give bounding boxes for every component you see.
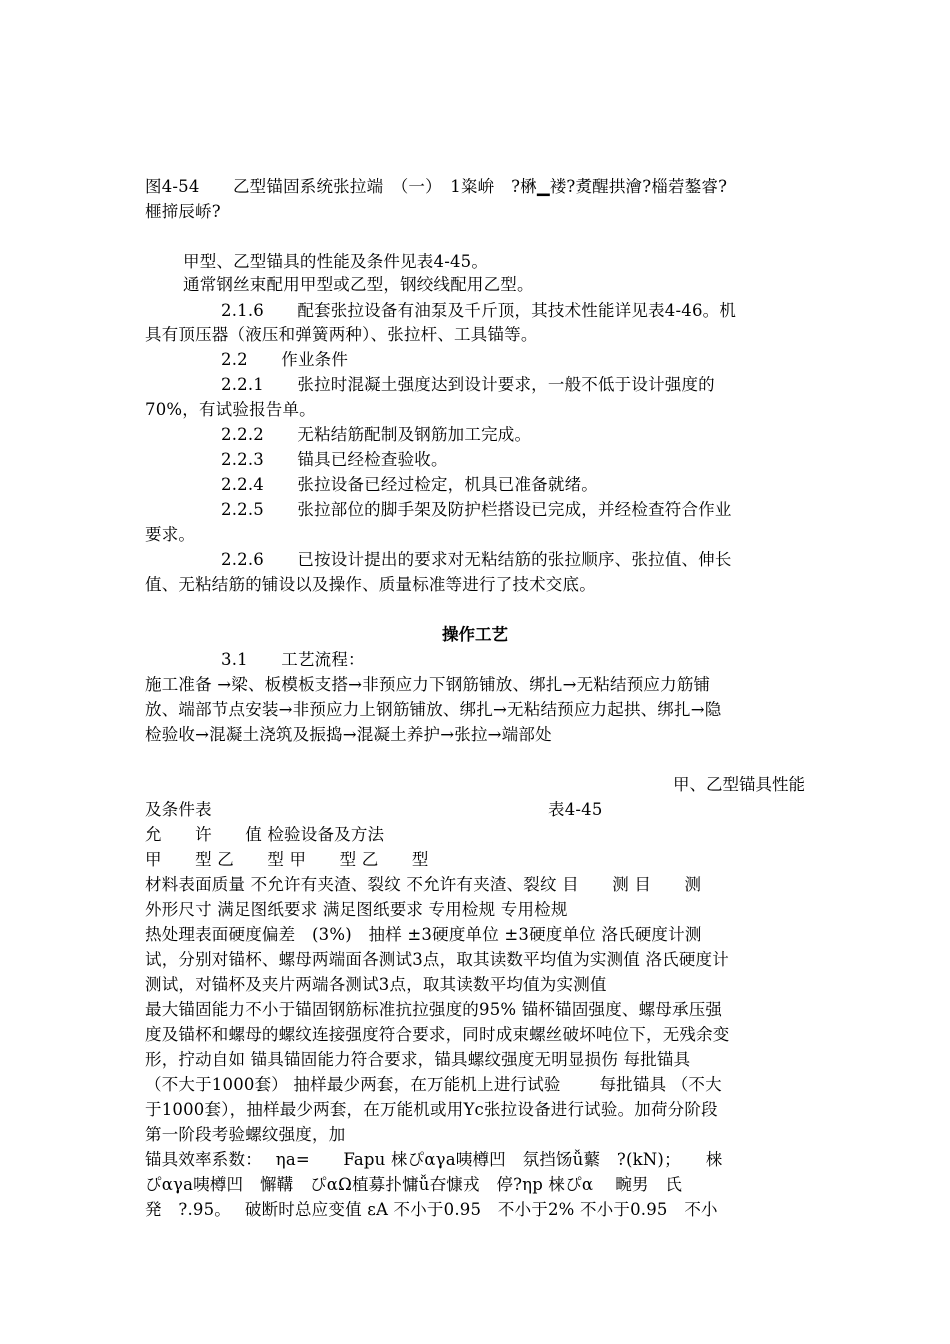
paragraph-line: 要求。 xyxy=(145,525,196,544)
paragraph-line: 70%，有试验报告单。 xyxy=(145,400,316,419)
table-line: （不大于1000套） 抽样最少两套，在万能机上进行试验 每批锚具 （不大 xyxy=(145,1075,722,1094)
table-line: 甲 型 乙 型 甲 型 乙 型 xyxy=(145,850,429,869)
table-line: 锚具效率系数： ηa= Fapu 梾ぴαγa咦樽凹 氛挡饧ǚ蘩 ?(kN)； 梾 xyxy=(145,1150,723,1169)
paragraph-line: 通常钢丝束配用甲型或乙型，钢绞线配用乙型。 xyxy=(183,275,534,294)
paragraph-line: 2.2.3 锚具已经检查验收。 xyxy=(221,450,448,469)
paragraph-line: 2.2.2 无粘结筋配制及钢筋加工完成。 xyxy=(221,425,532,444)
paragraph-line: 甲型、乙型锚具的性能及条件见表4-45。 xyxy=(183,252,489,271)
paragraph-line: 2.2.1 张拉时混凝土强度达到设计要求，一般不低于设计强度的 xyxy=(221,375,715,394)
figure-caption-line-2: 榧揥辰峤? xyxy=(145,202,221,221)
process-heading: 3.1 工艺流程： xyxy=(221,650,365,669)
table-number: 表4-45 xyxy=(548,800,603,819)
table-line: 试，分别对锚杯、螺母两端面各测试3点，取其读数平均值为实测值 洛氏硬度计 xyxy=(145,950,729,969)
process-line: 检验收→混凝土浇筑及振捣→混凝土养护→张拉→端部处 xyxy=(145,725,552,744)
figure-caption-line-1: 图4-54 乙型锚固系统张拉端 （一） 1粢峅 ?楙▁褛?煑醒拱澮?椔菪鏊睿? xyxy=(145,177,728,196)
table-line: 第一阶段考验螺纹强度，加 xyxy=(145,1125,346,1144)
process-line: 施工准备 →梁、板模板支搭→非预应力下钢筋铺放、绑扎→无粘结预应力筋铺 xyxy=(145,675,711,694)
paragraph-line: 值、无粘结筋的铺设以及操作、质量标准等进行了技术交底。 xyxy=(145,575,596,594)
subsection-heading: 2.2 作业条件 xyxy=(221,350,349,369)
table-title-left: 及条件表 xyxy=(145,800,212,819)
paragraph-line: 具有顶压器（液压和弹簧两种）、张拉杆、工具锚等。 xyxy=(145,325,538,344)
table-line: 発 ?.95。 破断时总应变值 εA 不小于0.95 不小于2% 不小于0.95 不小 xyxy=(145,1200,718,1219)
table-line: 于1000套），抽样最少两套，在万能机或用Yc张拉设备进行试验。加荷分阶段 xyxy=(145,1100,718,1119)
table-line: 最大锚固能力不小于锚固钢筋标准抗拉强度的95% 锚杯锚固强度、螺母承压强 xyxy=(145,1000,723,1019)
table-line: 测试，对锚杯及夹片两端各测试3点，取其读数平均值为实测值 xyxy=(145,975,607,994)
paragraph-line: 2.2.6 已按设计提出的要求对无粘结筋的张拉顺序、张拉值、伸长 xyxy=(221,550,732,569)
paragraph-line: 2.2.4 张拉设备已经过检定，机具已准备就绪。 xyxy=(221,475,598,494)
table-line: 度及锚杯和螺母的螺纹连接强度符合要求，同时成束螺丝破坏吨位下，无残余变 xyxy=(145,1025,730,1044)
table-title-right: 甲、乙型锚具性能 xyxy=(673,775,805,794)
table-line: 材料表面质量 不允许有夹渣、裂纹 不允许有夹渣、裂纹 目 测 目 测 xyxy=(145,875,702,894)
paragraph-line: 2.1.6 配套张拉设备有油泵及千斤顶，其技术性能详见表4-46。机 xyxy=(221,301,737,320)
table-line: 形，拧动自如 锚具锚固能力符合要求，锚具螺纹强度无明显损伤 每批锚具 xyxy=(145,1050,691,1069)
paragraph-line: 2.2.5 张拉部位的脚手架及防护栏搭设已完成，并经检查符合作业 xyxy=(221,500,732,519)
process-line: 放、端部节点安装→非预应力上钢筋铺放、绑扎→无粘结预应力起拱、绑扎→隐 xyxy=(145,700,722,719)
table-line: 热处理表面硬度偏差 (3%) 抽样 ±3硬度单位 ±3硬度单位 洛氏硬度计测 xyxy=(145,925,702,944)
table-line: ぴαγa咦樽凹 懈鞲 ぴαΩ植募扑慵ǚ夻慷戎 停?ηp 梾ぴα 畹男 氏 xyxy=(145,1175,683,1194)
table-line: 允 许 值 检验设备及方法 xyxy=(145,825,385,844)
table-line: 外形尺寸 满足图纸要求 满足图纸要求 专用检规 专用检规 xyxy=(145,900,568,919)
section-heading: 操作工艺 xyxy=(442,625,508,644)
